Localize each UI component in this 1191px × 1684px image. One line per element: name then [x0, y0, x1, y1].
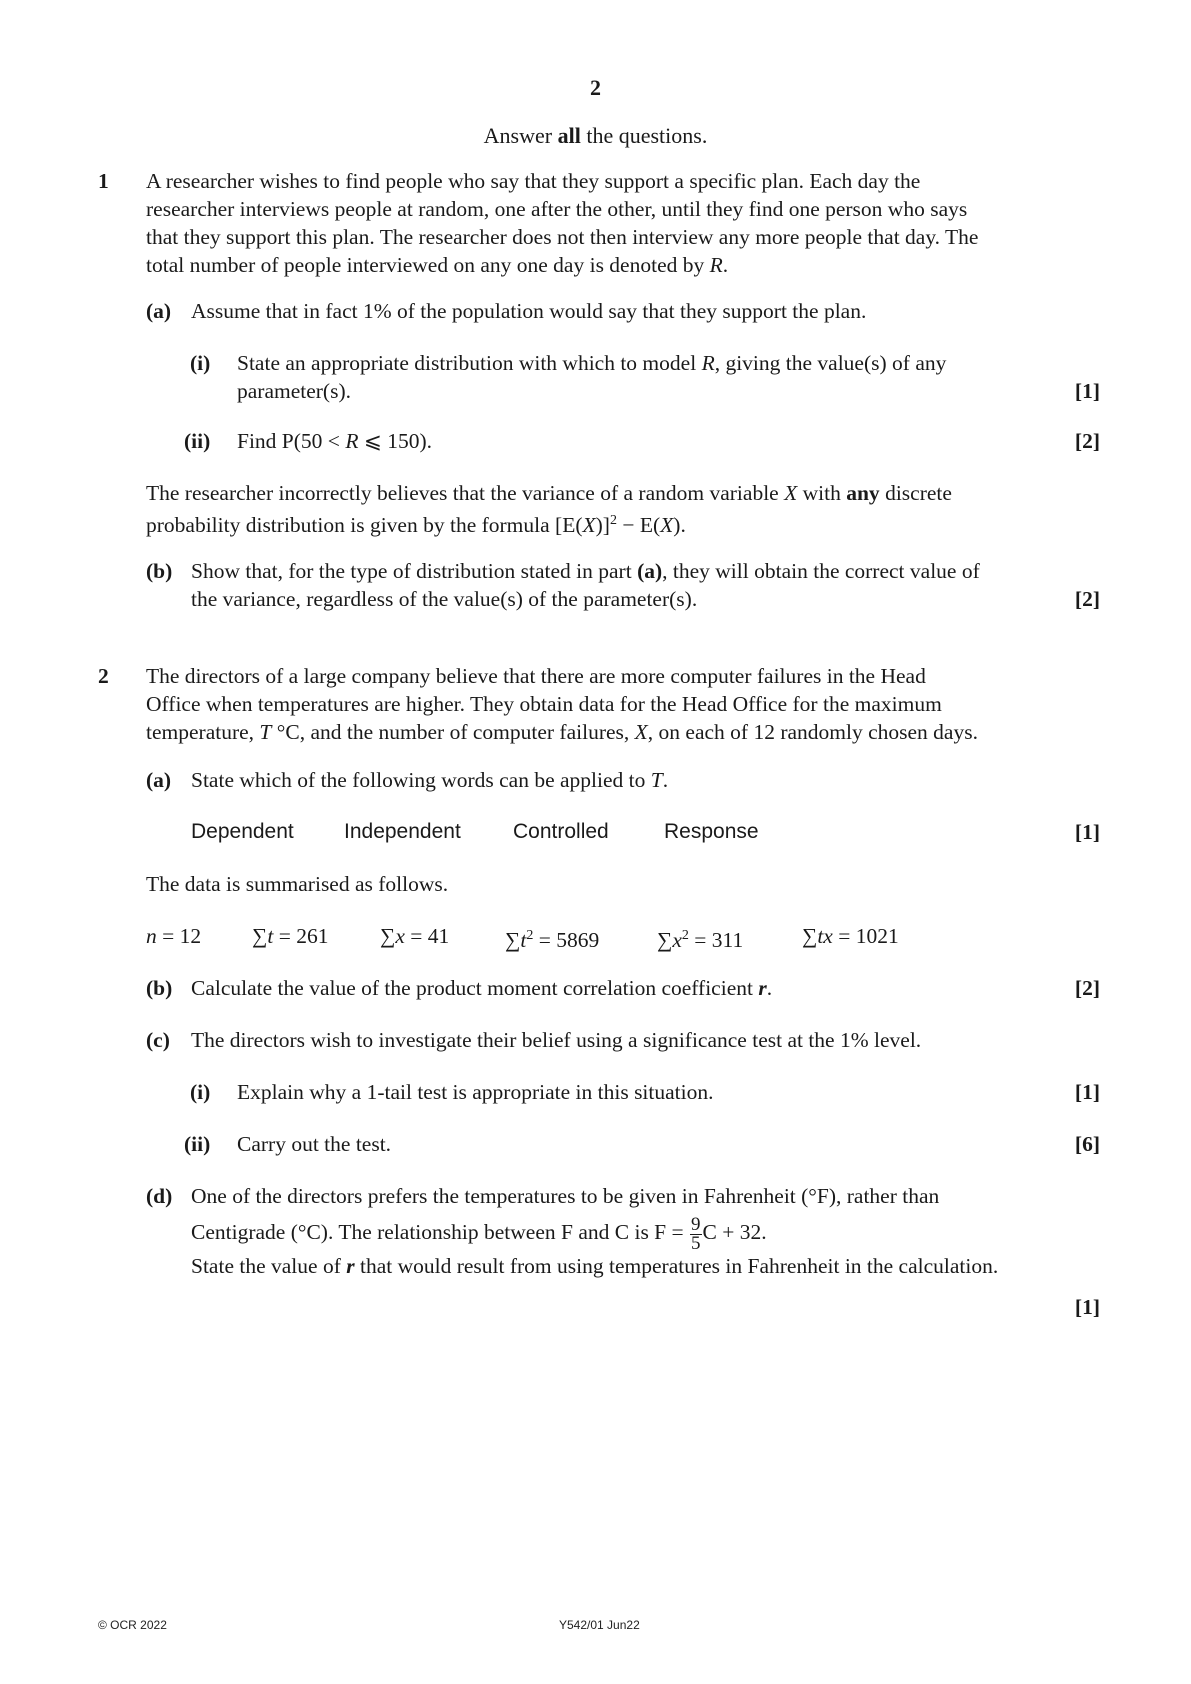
q1-part-a-ii-text: Find P(50 < R ⩽ 150).: [237, 429, 433, 453]
q2-part-b-label: (b): [146, 976, 173, 1000]
q1-middle-text: The researcher incorrectly believes that the variance of a random variable X with any discrete probability distribution is given by the formula $[E(X)]^2 - E(X)$.: [146, 481, 952, 538]
q1-part-a-ii-label: (ii): [184, 429, 211, 453]
word-option: Response: [664, 820, 759, 843]
q2-part-d-marks: [1]: [1074, 1295, 1100, 1319]
q1-part-a-text: Assume that in fact 1% of the population would say that they support the plan.: [191, 299, 867, 323]
q2-part-a-label: (a): [146, 768, 172, 792]
q2-summary-statistics: [0, 922, 1191, 952]
stat-sum-t: ∑t = 261: [252, 924, 329, 948]
q1-part-a-i-text: State an appropriate distribution with which to model R, giving the value(s) of any parameter(s).: [237, 351, 947, 403]
q2-part-d-label: (d): [146, 1184, 173, 1208]
stat-n: n = 12: [146, 924, 202, 948]
q2-part-c-ii-text: Carry out the test.: [237, 1132, 392, 1156]
q1-part-a-label: (a): [146, 299, 172, 323]
question-1-intro: A researcher wishes to find people who say that they support a specific plan. Each day the researcher interviews people at random, one after the other, until they find one person who says that they support this plan. The researcher does not then interview any more people that day. The total number of people interviewed on any one day is denoted by R.: [146, 169, 979, 277]
fraction-nine-fifths: $\frac{9}{5}$: [691, 1213, 701, 1254]
q1-part-b-label: (b): [146, 559, 173, 583]
q2-part-c-i-label: (i): [190, 1080, 211, 1104]
instruction: Answer all the questions.: [483, 123, 708, 148]
q2-part-b-text: Calculate the value of the product moment correlation coefficient r.: [191, 976, 773, 1000]
footer-paper-code: Y542/01 Jun22: [559, 1618, 640, 1632]
q2-part-d-text: One of the directors prefers the temperatures to be given in Fahrenheit (°F), rather than Centigrade (°C). The relationship between F and C is F = $\frac{9}{5}$ C + 32. State the value of r that would result from using temperatures in Fahrenheit in the calculation.: [191, 1184, 999, 1278]
stat-sum-x: ∑x = 41: [380, 924, 450, 948]
q2-part-c-ii-label: (ii): [184, 1132, 211, 1156]
q2-part-b-marks: [2]: [1074, 976, 1100, 1000]
q1-part-b-marks: [2]: [1074, 587, 1100, 611]
word-option: Controlled: [513, 820, 609, 843]
q2-word-options: [0, 818, 1191, 848]
q2-part-a-marks: [1]: [1074, 820, 1100, 844]
question-1-number: 1: [98, 169, 109, 193]
word-option: Dependent: [191, 820, 294, 843]
stat-sum-tx: ∑tx = 1021: [802, 924, 899, 948]
q2-part-a-text: State which of the following words can be applied to T.: [191, 768, 669, 792]
stat-sum-x-squared: $\sum x^2 = 311$: [657, 928, 744, 953]
q2-part-c-text: The directors wish to investigate their belief using a significance test at the 1% level.: [191, 1028, 922, 1052]
q1-part-b-text: Show that, for the type of distribution stated in part (a), they will obtain the correct value of the variance, regardless of the value(s) of the parameter(s).: [191, 559, 980, 611]
q1-part-a-i-label: (i): [190, 351, 211, 375]
word-option: Independent: [344, 820, 461, 843]
footer-copyright: © OCR 2022: [98, 1618, 167, 1632]
q2-part-c-i-text: Explain why a 1-tail test is appropriate in this situation.: [237, 1080, 714, 1104]
question-2-number: 2: [98, 664, 109, 688]
page-number: 2: [590, 75, 601, 100]
q2-part-c-ii-marks: [6]: [1074, 1132, 1100, 1156]
stat-sum-t-squared: $\sum t^2 = 5869$: [505, 928, 600, 953]
question-2-intro: The directors of a large company believe that there are more computer failures in the Head Office when temperatures are higher. They obtain data for the Head Office for the maximum temperature, T °C, and the number of computer failures, X, on each of 12 randomly chosen days.: [146, 664, 978, 744]
q2-part-c-label: (c): [146, 1028, 170, 1052]
q1-part-a-ii-marks: [2]: [1074, 429, 1100, 453]
q2-summary-text: The data is summarised as follows.: [146, 872, 449, 896]
q1-part-a-i-marks: [1]: [1074, 379, 1100, 403]
q2-part-c-i-marks: [1]: [1074, 1080, 1100, 1104]
